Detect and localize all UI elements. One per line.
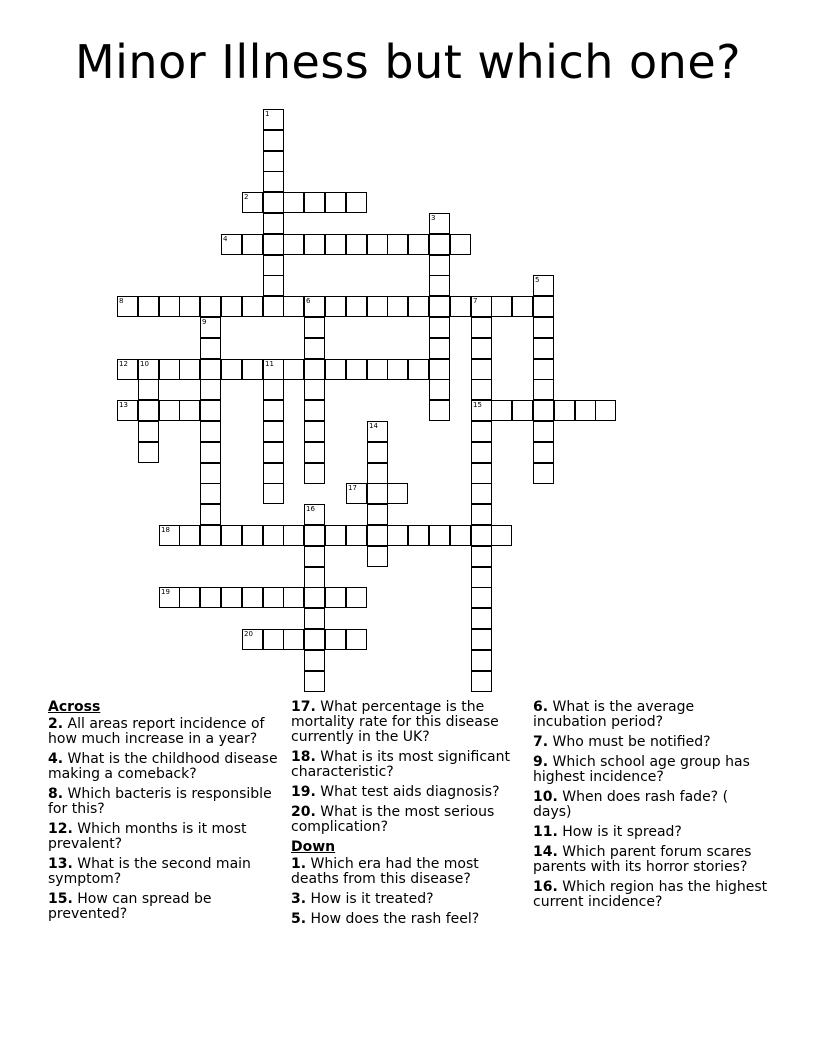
grid-cell[interactable] — [346, 359, 367, 380]
grid-cell[interactable] — [533, 421, 554, 442]
cell-number: 19 — [161, 588, 170, 596]
grid-cell[interactable] — [138, 359, 159, 380]
grid-cell[interactable] — [221, 234, 242, 255]
grid-cell[interactable] — [159, 400, 180, 421]
grid-cell[interactable] — [263, 234, 284, 255]
grid-cell[interactable] — [491, 296, 512, 317]
grid-cell[interactable] — [179, 525, 200, 546]
grid-cell[interactable] — [304, 400, 325, 421]
grid-cell[interactable] — [221, 587, 242, 608]
grid-cell[interactable] — [533, 442, 554, 463]
cell-number: 1 — [265, 110, 270, 118]
grid-cell[interactable] — [429, 234, 450, 255]
grid-cell[interactable] — [471, 504, 492, 525]
grid-cell[interactable] — [304, 504, 325, 525]
grid-cell[interactable] — [263, 359, 284, 380]
clue-text: When does rash fade? ( days) — [533, 789, 729, 820]
grid-cell[interactable] — [471, 546, 492, 567]
clue-text: What is the average incubation period? — [533, 699, 695, 730]
grid-cell[interactable] — [367, 463, 388, 484]
grid-cell[interactable] — [179, 359, 200, 380]
grid-cell[interactable] — [304, 442, 325, 463]
grid-cell[interactable] — [159, 587, 180, 608]
grid-cell[interactable] — [346, 525, 367, 546]
across-clue-list-continued — [291, 700, 526, 835]
grid-cell[interactable] — [263, 483, 284, 504]
grid-cell[interactable] — [159, 296, 180, 317]
clue-text: How can spread be prevented? — [48, 891, 212, 922]
grid-cell[interactable] — [242, 296, 263, 317]
grid-cell[interactable] — [346, 629, 367, 650]
grid-cell[interactable] — [304, 379, 325, 400]
grid-cell[interactable] — [138, 442, 159, 463]
clue-number: 15. — [48, 891, 73, 907]
grid-cell[interactable] — [117, 296, 138, 317]
grid-cell[interactable] — [221, 359, 242, 380]
grid-cell[interactable] — [325, 234, 346, 255]
grid-cell[interactable] — [304, 234, 325, 255]
grid-cell[interactable] — [491, 525, 512, 546]
grid-cell[interactable] — [263, 213, 284, 234]
grid-cell[interactable] — [138, 379, 159, 400]
grid-cell[interactable] — [450, 296, 471, 317]
across-heading: Across — [48, 699, 101, 715]
grid-cell[interactable] — [325, 296, 346, 317]
grid-cell[interactable] — [533, 400, 554, 421]
clue-text: Which bacteris is responsible for this? — [48, 786, 272, 817]
clues-column-2 — [291, 700, 526, 932]
grid-cell[interactable] — [325, 629, 346, 650]
grid-cell[interactable] — [387, 296, 408, 317]
grid-cell[interactable] — [200, 525, 221, 546]
clue-item — [291, 805, 526, 835]
grid-cell[interactable] — [471, 442, 492, 463]
clue-item — [533, 790, 768, 820]
grid-cell[interactable] — [138, 400, 159, 421]
grid-cell[interactable] — [429, 379, 450, 400]
clue-item — [48, 787, 283, 817]
grid-cell[interactable] — [179, 400, 200, 421]
grid-cell[interactable] — [304, 671, 325, 692]
grid-cell[interactable] — [179, 587, 200, 608]
cell-number: 5 — [535, 276, 540, 284]
clue-text: What is the childhood disease making a comeback? — [48, 751, 278, 782]
clue-number: 11. — [533, 824, 558, 840]
cell-number: 10 — [140, 360, 149, 368]
clue-item — [533, 700, 768, 730]
grid-cell[interactable] — [450, 234, 471, 255]
grid-cell[interactable] — [429, 296, 450, 317]
grid-cell[interactable] — [242, 629, 263, 650]
grid-cell[interactable] — [575, 400, 596, 421]
grid-cell[interactable] — [429, 338, 450, 359]
clue-text: Which region has the highest current incidence? — [533, 879, 768, 910]
grid-cell[interactable] — [429, 213, 450, 234]
grid-cell[interactable] — [471, 338, 492, 359]
clue-number: 19. — [291, 784, 316, 800]
grid-cell[interactable] — [242, 359, 263, 380]
grid-cell[interactable] — [283, 525, 304, 546]
grid-cell[interactable] — [200, 359, 221, 380]
grid-cell[interactable] — [346, 296, 367, 317]
grid-cell[interactable] — [471, 463, 492, 484]
grid-cell[interactable] — [346, 192, 367, 213]
clues-column-1 — [48, 700, 283, 927]
grid-cell[interactable] — [471, 587, 492, 608]
grid-cell[interactable] — [367, 546, 388, 567]
clue-text: Which months is it most prevalent? — [48, 821, 247, 852]
grid-cell[interactable] — [200, 400, 221, 421]
grid-cell[interactable] — [283, 234, 304, 255]
puzzle-title: Minor Illness but which one? — [74, 35, 742, 89]
grid-cell[interactable] — [471, 379, 492, 400]
clue-item — [48, 717, 283, 747]
cell-number: 15 — [473, 401, 482, 409]
grid-cell[interactable] — [159, 359, 180, 380]
clue-number: 12. — [48, 821, 73, 837]
cell-number: 3 — [431, 214, 436, 222]
cell-number: 20 — [244, 630, 253, 638]
grid-cell[interactable] — [387, 359, 408, 380]
grid-cell[interactable] — [221, 296, 242, 317]
grid-cell[interactable] — [367, 525, 388, 546]
grid-cell[interactable] — [554, 400, 575, 421]
grid-cell[interactable] — [471, 317, 492, 338]
grid-cell[interactable] — [533, 338, 554, 359]
grid-cell[interactable] — [304, 192, 325, 213]
grid-cell[interactable] — [304, 525, 325, 546]
grid-cell[interactable] — [429, 400, 450, 421]
grid-cell[interactable] — [242, 192, 263, 213]
cell-number: 4 — [223, 235, 228, 243]
grid-cell[interactable] — [200, 421, 221, 442]
grid-cell[interactable] — [221, 525, 242, 546]
grid-cell[interactable] — [263, 463, 284, 484]
cell-number: 12 — [119, 360, 128, 368]
across-clue-list — [48, 717, 283, 922]
grid-cell[interactable] — [263, 421, 284, 442]
grid-cell[interactable] — [263, 400, 284, 421]
clue-text: Which parent forum scares parents with its horror stories? — [533, 844, 752, 875]
clue-text: What is the most serious complication? — [291, 804, 495, 835]
clue-number: 9. — [533, 754, 549, 770]
clue-item — [291, 785, 526, 800]
clue-number: 3. — [291, 891, 307, 907]
grid-cell[interactable] — [304, 650, 325, 671]
clue-item — [291, 892, 526, 907]
clue-item — [533, 735, 768, 750]
grid-cell[interactable] — [263, 629, 284, 650]
grid-cell[interactable] — [200, 379, 221, 400]
grid-cell[interactable] — [304, 546, 325, 567]
clue-number: 2. — [48, 716, 64, 732]
grid-cell[interactable] — [387, 525, 408, 546]
clue-item — [533, 880, 768, 910]
grid-cell[interactable] — [595, 400, 616, 421]
clue-item — [48, 892, 283, 922]
grid-cell[interactable] — [263, 109, 284, 130]
grid-cell[interactable] — [387, 483, 408, 504]
clue-number: 17. — [291, 699, 316, 715]
clue-text: What is its most significant characteristic? — [291, 749, 510, 780]
clue-text: All areas report incidence of how much increase in a year? — [48, 716, 265, 747]
grid-cell[interactable] — [533, 317, 554, 338]
grid-cell[interactable] — [283, 359, 304, 380]
grid-cell[interactable] — [471, 400, 492, 421]
grid-cell[interactable] — [471, 567, 492, 588]
grid-cell[interactable] — [533, 379, 554, 400]
clue-number: 14. — [533, 844, 558, 860]
clue-text: Which school age group has highest incidence? — [533, 754, 750, 785]
grid-cell[interactable] — [512, 400, 533, 421]
grid-cell[interactable] — [533, 296, 554, 317]
grid-cell[interactable] — [512, 296, 533, 317]
grid-cell[interactable] — [283, 629, 304, 650]
grid-cell[interactable] — [471, 629, 492, 650]
clue-item — [291, 912, 526, 927]
grid-cell[interactable] — [408, 525, 429, 546]
clue-text: What percentage is the mortality rate for this disease currently in the UK? — [291, 699, 499, 745]
cell-number: 8 — [119, 297, 124, 305]
grid-cell[interactable] — [242, 587, 263, 608]
grid-cell[interactable] — [179, 296, 200, 317]
cell-number: 2 — [244, 193, 249, 201]
grid-cell[interactable] — [304, 338, 325, 359]
grid-cell[interactable] — [367, 296, 388, 317]
clue-text: How is it treated? — [306, 891, 434, 907]
clue-item — [533, 755, 768, 785]
grid-cell[interactable] — [263, 275, 284, 296]
cell-number: 17 — [348, 484, 357, 492]
cell-number: 16 — [306, 505, 315, 513]
grid-cell[interactable] — [533, 275, 554, 296]
grid-cell[interactable] — [304, 567, 325, 588]
clue-item — [291, 857, 526, 887]
grid-cell[interactable] — [263, 192, 284, 213]
grid-cell[interactable] — [471, 608, 492, 629]
grid-cell[interactable] — [200, 442, 221, 463]
grid-cell[interactable] — [450, 525, 471, 546]
clue-number: 13. — [48, 856, 73, 872]
grid-cell[interactable] — [242, 234, 263, 255]
grid-cell[interactable] — [200, 483, 221, 504]
clue-number: 10. — [533, 789, 558, 805]
grid-cell[interactable] — [367, 234, 388, 255]
cell-number: 9 — [202, 318, 207, 326]
grid-cell[interactable] — [117, 359, 138, 380]
down-clue-list — [291, 857, 526, 927]
grid-cell[interactable] — [367, 442, 388, 463]
grid-cell[interactable] — [408, 234, 429, 255]
grid-cell[interactable] — [263, 525, 284, 546]
grid-cell[interactable] — [533, 463, 554, 484]
grid-cell[interactable] — [283, 192, 304, 213]
grid-cell[interactable] — [471, 421, 492, 442]
grid-cell[interactable] — [200, 296, 221, 317]
grid-cell[interactable] — [533, 359, 554, 380]
clue-item — [533, 825, 768, 840]
grid-cell[interactable] — [367, 483, 388, 504]
grid-cell[interactable] — [138, 421, 159, 442]
grid-cell[interactable] — [283, 587, 304, 608]
clue-number: 1. — [291, 856, 307, 872]
grid-cell[interactable] — [346, 587, 367, 608]
clue-number: 7. — [533, 734, 549, 750]
grid-cell[interactable] — [346, 234, 367, 255]
grid-cell[interactable] — [138, 296, 159, 317]
grid-cell[interactable] — [304, 296, 325, 317]
clue-text: What is the second main symptom? — [48, 856, 251, 887]
grid-cell[interactable] — [325, 359, 346, 380]
clue-number: 16. — [533, 879, 558, 895]
grid-cell[interactable] — [429, 255, 450, 276]
clue-item — [291, 750, 526, 780]
grid-cell[interactable] — [367, 421, 388, 442]
clue-text: How does the rash feel? — [306, 911, 480, 927]
grid-cell[interactable] — [263, 171, 284, 192]
grid-cell[interactable] — [408, 296, 429, 317]
grid-cell[interactable] — [263, 442, 284, 463]
cell-number: 7 — [473, 297, 478, 305]
grid-cell[interactable] — [471, 650, 492, 671]
grid-cell[interactable] — [471, 483, 492, 504]
grid-cell[interactable] — [304, 463, 325, 484]
down-clue-list-continued — [533, 700, 768, 910]
grid-cell[interactable] — [304, 317, 325, 338]
grid-cell[interactable] — [283, 296, 304, 317]
down-heading: Down — [291, 839, 336, 855]
grid-cell[interactable] — [304, 608, 325, 629]
grid-cell[interactable] — [200, 587, 221, 608]
clue-number: 8. — [48, 786, 64, 802]
grid-cell[interactable] — [325, 587, 346, 608]
grid-cell[interactable] — [429, 525, 450, 546]
clue-text: Who must be notified? — [548, 734, 711, 750]
grid-cell[interactable] — [471, 671, 492, 692]
grid-cell[interactable] — [491, 400, 512, 421]
grid-cell[interactable] — [200, 338, 221, 359]
grid-cell[interactable] — [429, 359, 450, 380]
grid-cell[interactable] — [242, 525, 263, 546]
grid-cell[interactable] — [263, 379, 284, 400]
clue-number: 20. — [291, 804, 316, 820]
cell-number: 13 — [119, 401, 128, 409]
grid-cell[interactable] — [367, 504, 388, 525]
clue-item — [48, 857, 283, 887]
grid-cell[interactable] — [263, 130, 284, 151]
grid-cell[interactable] — [200, 317, 221, 338]
grid-cell[interactable] — [304, 587, 325, 608]
cell-number: 11 — [265, 360, 274, 368]
grid-cell[interactable] — [408, 359, 429, 380]
clue-item — [48, 822, 283, 852]
clue-item — [291, 700, 526, 745]
grid-cell[interactable] — [429, 275, 450, 296]
grid-cell[interactable] — [471, 296, 492, 317]
grid-cell[interactable] — [263, 151, 284, 172]
grid-cell[interactable] — [200, 504, 221, 525]
clue-item — [533, 845, 768, 875]
clues-column-3 — [533, 700, 768, 915]
clue-text: What test aids diagnosis? — [315, 784, 500, 800]
clue-number: 6. — [533, 699, 549, 715]
grid-cell[interactable] — [159, 525, 180, 546]
clue-text: How is it spread? — [557, 824, 682, 840]
grid-cell[interactable] — [304, 359, 325, 380]
clue-number: 18. — [291, 749, 316, 765]
grid-cell[interactable] — [387, 234, 408, 255]
clue-number: 5. — [291, 911, 307, 927]
cell-number: 14 — [369, 422, 378, 430]
grid-cell[interactable] — [263, 587, 284, 608]
grid-cell[interactable] — [304, 421, 325, 442]
grid-cell[interactable] — [471, 359, 492, 380]
clue-text: Which era had the most deaths from this disease? — [291, 856, 479, 887]
grid-cell[interactable] — [263, 255, 284, 276]
clue-item — [48, 752, 283, 782]
grid-cell[interactable] — [325, 192, 346, 213]
grid-cell[interactable] — [263, 296, 284, 317]
grid-cell[interactable] — [325, 525, 346, 546]
clue-number: 4. — [48, 751, 64, 767]
grid-cell[interactable] — [200, 463, 221, 484]
grid-cell[interactable] — [117, 400, 138, 421]
grid-cell[interactable] — [346, 483, 367, 504]
grid-cell[interactable] — [471, 525, 492, 546]
cell-number: 6 — [306, 297, 311, 305]
cell-number: 18 — [161, 526, 170, 534]
grid-cell[interactable] — [429, 317, 450, 338]
grid-cell[interactable] — [304, 629, 325, 650]
grid-cell[interactable] — [367, 359, 388, 380]
